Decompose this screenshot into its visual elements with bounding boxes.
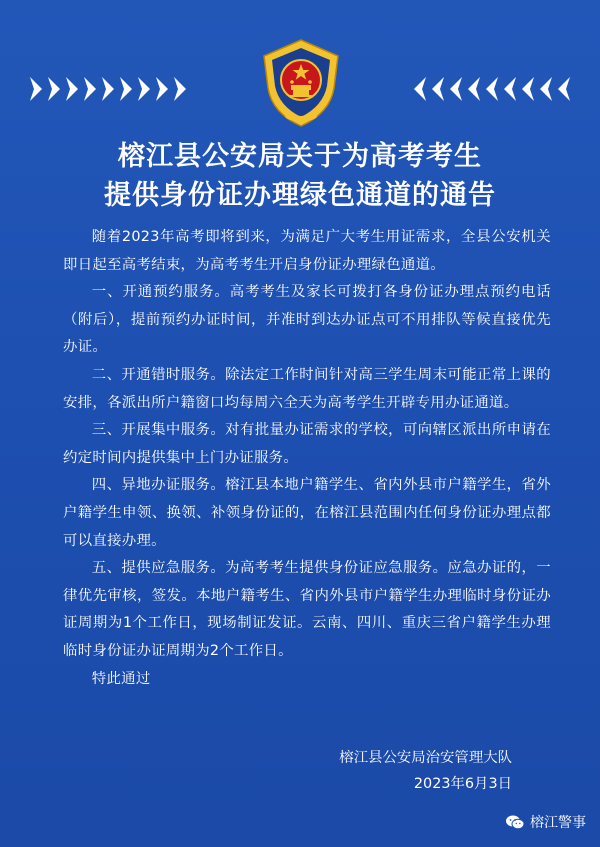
notice-title-line1: 榕江县公安局关于为高考考生 — [118, 141, 482, 172]
chevron-right-icon — [172, 74, 188, 104]
paragraph-item-2: 二、开通错时服务。除法定工作时间针对高三学生周末可能正常上课的安排，各派出所户籍窗口均每周六全天为高考学生开辟专用办证通道。 — [63, 366, 551, 411]
signature-date: 2023年6月3日 — [413, 776, 512, 792]
paragraph-item-1: 一、开通预约服务。高考考生及家长可拨打各身份证办理点预约电话（附后），提前预约办证时间，并准时到达办证点可不用排队等候直接优先办证。 — [63, 284, 551, 356]
paragraph-item-5: 五、提供应急服务。为高考考生提供身份证应急服务。应急办证的，一律优先审核，签发。本地户籍考生、省内外县市户籍学生办理临时身份证办证周期为1个工作日，现场制证发证。云南、四川、重庆三省户籍学生办理临时身份证办证周期为2个工作日。 — [63, 560, 551, 659]
right-chevron-row — [412, 72, 572, 106]
wechat-icon — [505, 814, 525, 830]
chevron-left-icon — [556, 74, 572, 104]
paragraph-closing: 特此通过 — [91, 670, 151, 687]
chevron-left-icon — [412, 74, 428, 104]
notice-title-line2: 提供身份证办理绿色通道的通告 — [104, 180, 496, 211]
chevron-right-icon — [100, 74, 116, 104]
notice-body — [63, 224, 551, 693]
chevron-right-icon — [154, 74, 170, 104]
left-chevron-row — [28, 72, 188, 106]
signature-org: 榕江县公安局治安管理大队 — [339, 750, 512, 766]
chevron-right-icon — [28, 74, 44, 104]
chevron-right-icon — [82, 74, 98, 104]
chevron-right-icon — [136, 74, 152, 104]
chevron-left-icon — [538, 74, 554, 104]
watermark-label: 榕江警事 — [530, 815, 586, 831]
chevron-left-icon — [520, 74, 536, 104]
watermark — [505, 812, 586, 832]
chevron-right-icon — [46, 74, 62, 104]
chevron-left-icon — [448, 74, 464, 104]
chevron-left-icon — [502, 74, 518, 104]
chevron-left-icon — [430, 74, 446, 104]
paragraph-item-3: 三、开展集中服务。对有批量办证需求的学校，可向辖区派出所申请在约定时间内提供集中上门办证服务。 — [63, 422, 551, 466]
chevron-left-icon — [484, 74, 500, 104]
paragraph-item-4: 四、异地办证服务。榕江县本地户籍学生、省内外县市户籍学生，省外户籍学生申领、换领、补领身份证的，在榕江县范围内任何身份证办理点都可以直接办理。 — [63, 477, 551, 549]
police-emblem-icon — [260, 38, 342, 128]
paragraph-intro: 随着2023年高考即将到来，为满足广大考生用证需求，全县公安机关即日起至高考结束，为高考考生开启身份证办理绿色通道。 — [63, 229, 551, 273]
chevron-right-icon — [118, 74, 134, 104]
chevron-right-icon — [64, 74, 80, 104]
chevron-left-icon — [466, 74, 482, 104]
